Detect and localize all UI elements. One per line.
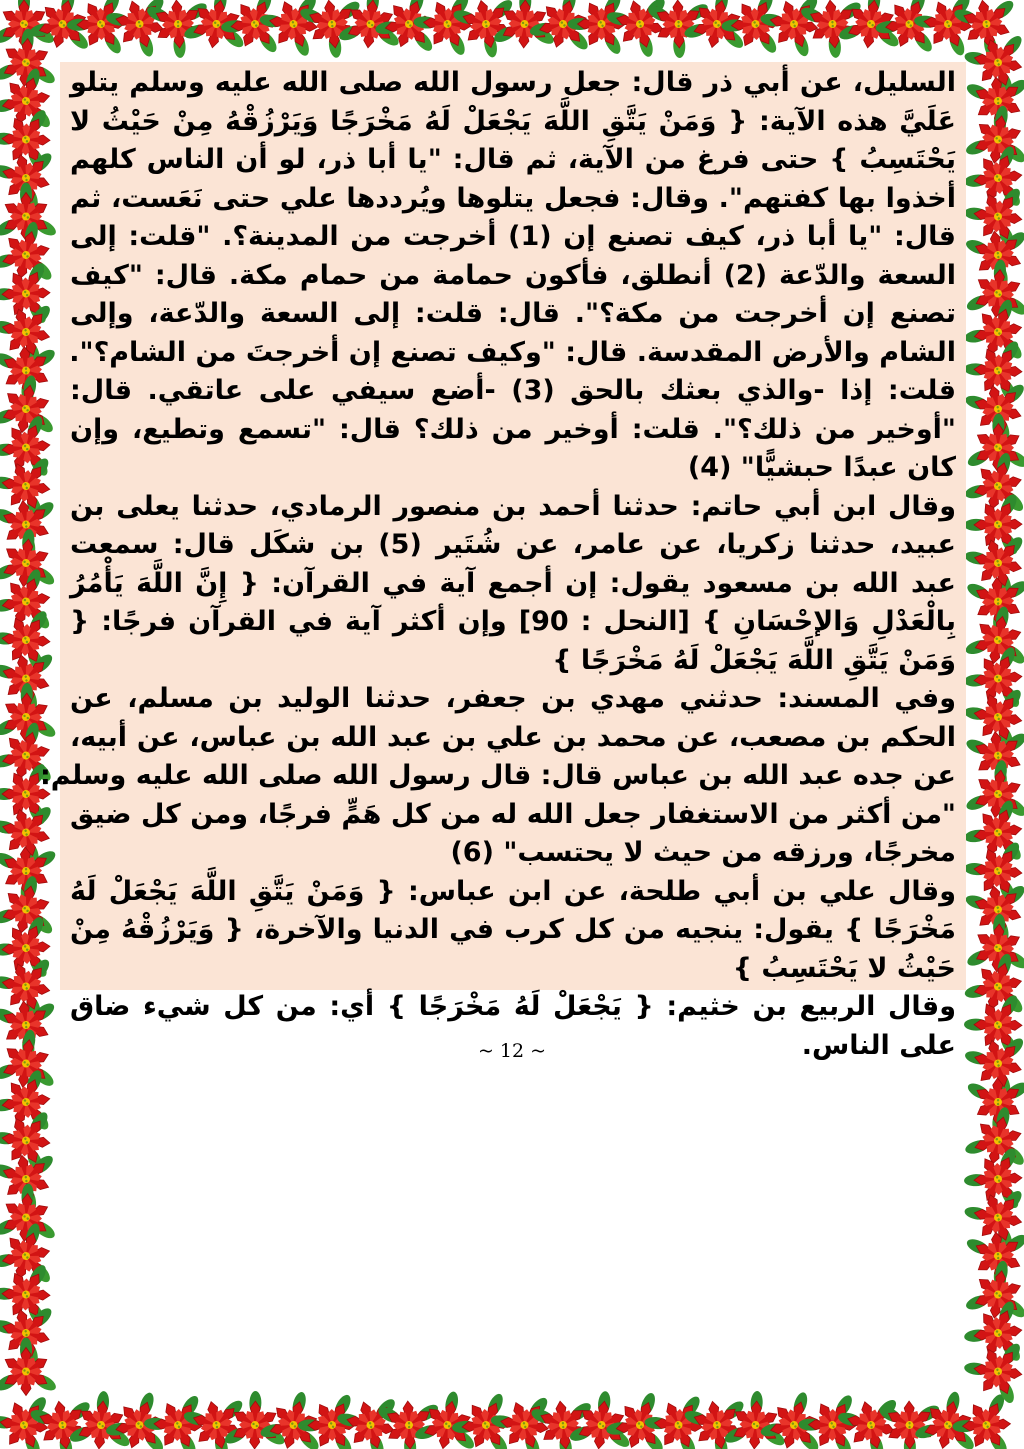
text-line: السعة والدّعة (2) أنطلق، فأكون حمامة من حمام مكة. قال: "كيف bbox=[70, 259, 956, 291]
text-line: الحكم بن مصعب، عن محمد بن علي بن عبد الله بن عباس، عن أبيه، bbox=[70, 721, 956, 753]
text-line: كان عبدًا حبشيًّا" (4) bbox=[687, 452, 956, 483]
text-line: وقال علي بن أبي طلحة، عن ابن عباس: { وَمَنْ يَتَّقِ اللَّهَ يَجْعَلْ لَهُ bbox=[70, 875, 956, 907]
text-line: وقال ابن أبي حاتم: حدثنا أحمد بن منصور الرمادي، حدثنا يعلى بن bbox=[70, 490, 956, 522]
page-number: ~ 12 ~ bbox=[477, 1040, 547, 1062]
text-line: وفي المسند: حدثني مهدي بن جعفر، حدثنا الوليد بن مسلم، عن bbox=[70, 683, 956, 714]
text-line: تصنع إن أخرجت من مكة؟". قال: قلت: إلى السعة والدّعة، وإلى bbox=[70, 298, 956, 329]
text-line: قلت: إذا -والذي بعثك بالحق (3) -أضع سيفي على عاتقي. قال: bbox=[70, 375, 956, 406]
text-line: وَمَنْ يَتَّقِ اللَّهَ يَجْعَلْ لَهُ مَخْرَجًا } bbox=[552, 644, 956, 676]
poinsettia-flower-icon bbox=[964, 912, 1024, 973]
text-line: وقال الربيع بن خثيم: { يَجْعَلْ لَهُ مَخْرَجًا } أي: من كل شيء ضاق bbox=[70, 991, 956, 1022]
text-line: عن جده عبد الله بن عباس قال: قال رسول الله صلى الله عليه وسلم: bbox=[39, 760, 956, 791]
text-line: "أوخير من ذلك؟". قلت: أوخير من ذلك؟ قال: "تسمع وتطيع، وإن bbox=[70, 413, 956, 445]
text-line: السليل، عن أبي ذر قال: جعل رسول الله صلى الله عليه وسلم يتلو bbox=[70, 67, 956, 98]
poinsettia-flower-icon bbox=[0, 1338, 58, 1396]
text-line: مَخْرَجًا } يقول: ينجيه من كل كرب في الدنيا والآخرة، { وَيَرْزُقْهُ مِنْ bbox=[70, 914, 956, 945]
text-line: بِالْعَدْلِ وَالإحْسَانِ } [النحل : 90] وإن أكثر آية في القرآن فرجًا: { bbox=[70, 606, 956, 637]
text-line: أخذوا بها كفتهم". وقال: فجعل يتلوها ويُرددها علي حتى نَعَست، ثم bbox=[70, 182, 956, 214]
text-line: مخرجًا، ورزقه من حيث لا يحتسب" (6) bbox=[450, 837, 956, 868]
poinsettia-flower-icon bbox=[965, 413, 1024, 472]
text-line: حَيْثُ لا يَحْتَسِبُ } bbox=[732, 952, 956, 984]
text-line: عبيد، حدثنا زكريا، عن عامر، عن شُتَير (5) بن شكَل قال: سمعت bbox=[70, 529, 956, 560]
text-line: عَلَيَّ هذه الآية: { وَمَنْ يَتَّقِ اللَّهَ يَجْعَلْ لَهُ مَخْرَجًا وَيَرْزُقْهُ مِنْ حَيْثُ لا bbox=[70, 105, 956, 137]
text-line: على الناس. bbox=[801, 1029, 956, 1061]
text-line: قال: "يا أبا ذر، كيف تصنع إن (1) أخرجت من المدينة؟. "قلت: إلى bbox=[70, 221, 956, 252]
poinsettia-flower-icon bbox=[222, 1390, 288, 1449]
text-line: "من أكثر من الاستغفار جعل الله له من كل هَمٍّ فرجًا، ومن كل ضيق bbox=[70, 798, 956, 830]
text-line: عبد الله بن مسعود يقول: إن أجمع آية في القرآن: { إِنَّ اللَّهَ يَأْمُرُ bbox=[70, 567, 956, 599]
text-line: يَحْتَسِبُ } حتى فرغ من الآية، ثم قال: "يا أبا ذر، لو أن الناس كلهم bbox=[70, 144, 956, 175]
poinsettia-flower-icon bbox=[722, 1389, 790, 1449]
text-line: الشام والأرض المقدسة. قال: "وكيف تصنع إن أخرجتَ من الشام؟". bbox=[69, 336, 956, 368]
